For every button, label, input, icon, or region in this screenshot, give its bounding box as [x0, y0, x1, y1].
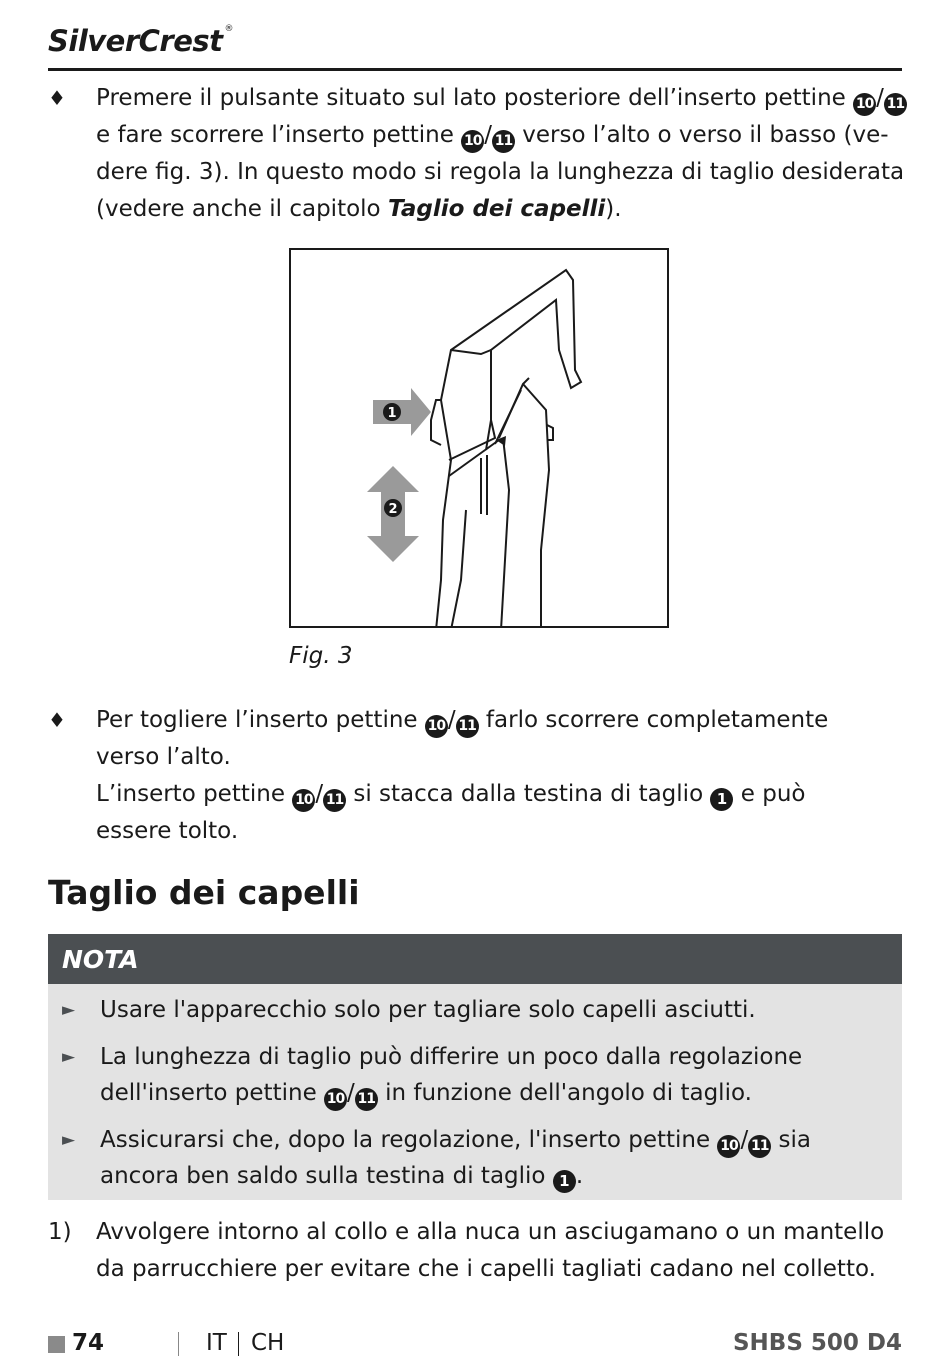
bullet1-line4: (vedere anche il capitolo Taglio dei capelli).: [96, 196, 622, 222]
ref-badge: 10: [461, 130, 484, 153]
header-rule: [48, 68, 902, 71]
note-box: [48, 934, 902, 1200]
ref-badge: 11: [323, 789, 346, 812]
ref-badge: 10: [425, 715, 448, 738]
pointer-arrow-icon: ►: [62, 1047, 76, 1067]
note-item-text: dell'inserto pettine 10 / 11 in funzione dell'angolo di taglio.: [100, 1075, 898, 1111]
ref-badge: 11: [492, 130, 515, 153]
bullet1-line1: Premere il pulsante situato sul lato posteriore dell’inserto pettine 10 / 11: [96, 80, 908, 117]
step-text: da parrucchiere per evitare che i capelli tagliati cadano nel colletto.: [96, 1256, 876, 1282]
pointer-arrow-icon: ►: [62, 1000, 76, 1020]
bullet1-line2: e fare scorrere l’inserto pettine 10 / 11 verso l’alto o verso il basso (ve-: [96, 117, 908, 154]
bullet2-line3: L’inserto pettine 10 / 11 si stacca dalla testina di taglio 1 e può: [96, 776, 908, 813]
page-footer: [48, 1328, 902, 1368]
footer-lang-it: IT: [206, 1330, 227, 1356]
footer-divider: [178, 1332, 179, 1356]
brand-logo: SilverCrest ®: [48, 24, 234, 58]
arrow-label-1: 1: [387, 406, 397, 421]
bullet2-line4: essere tolto.: [96, 818, 239, 844]
bullet1-line3: dere fig. 3). In questo modo si regola la lunghezza di taglio desiderata: [96, 159, 905, 185]
ref-badge: 11: [355, 1088, 378, 1111]
bullet-remove-comb: [48, 702, 908, 850]
ref-badge: 10: [324, 1088, 347, 1111]
note-heading: NOTA: [48, 934, 902, 984]
step-text: Avvolgere intorno al collo e alla nuca un asciugamano o un mantello: [96, 1219, 885, 1245]
bullet-adjust-comb: [48, 80, 908, 228]
bullet-marker: ♦: [48, 86, 66, 110]
arrow-label-2: 2: [388, 502, 398, 517]
figure-caption: Fig. 3: [289, 643, 353, 669]
ref-badge: 1: [553, 1170, 576, 1193]
ref-badge: 10: [853, 93, 876, 116]
ref-badge: 11: [456, 715, 479, 738]
note-item-text: ancora ben saldo sulla testina di taglio 1 .: [100, 1158, 898, 1194]
ref-badge: 11: [748, 1135, 771, 1158]
ref-badge: 1: [710, 788, 733, 811]
note-item-text: Usare l'apparecchio solo per tagliare solo capelli asciutti.: [100, 997, 756, 1023]
page-number: 74: [72, 1330, 105, 1356]
ref-badge: 11: [884, 93, 907, 116]
step-1: [48, 1214, 908, 1288]
note-item-text: Assicurarsi che, dopo la regolazione, l'inserto pettine 10 / 11 sia: [100, 1122, 898, 1158]
ref-badge: 10: [717, 1135, 740, 1158]
pointer-arrow-icon: ►: [62, 1130, 76, 1150]
footer-square-icon: [48, 1336, 65, 1353]
model-number: SHBS 500 D4: [732, 1330, 902, 1356]
trimmer-illustration: [291, 250, 667, 626]
ref-badge: 10: [292, 789, 315, 812]
step-number: 1): [48, 1219, 72, 1245]
section-title: Taglio dei capelli: [48, 873, 360, 912]
note-item: [48, 1039, 898, 1111]
note-item-text: La lunghezza di taglio può differire un poco dalla regolazione: [100, 1044, 803, 1070]
bullet2-line1: Per togliere l’inserto pettine 10 / 11 farlo scorrere completamente: [96, 702, 908, 739]
footer-divider: [238, 1332, 239, 1356]
bullet-marker: ♦: [48, 708, 66, 732]
note-item: [48, 1122, 898, 1194]
note-item: [48, 992, 898, 1028]
bullet2-line2: verso l’alto.: [96, 744, 231, 770]
footer-lang-ch: CH: [251, 1330, 285, 1356]
figure-3: [289, 248, 669, 628]
